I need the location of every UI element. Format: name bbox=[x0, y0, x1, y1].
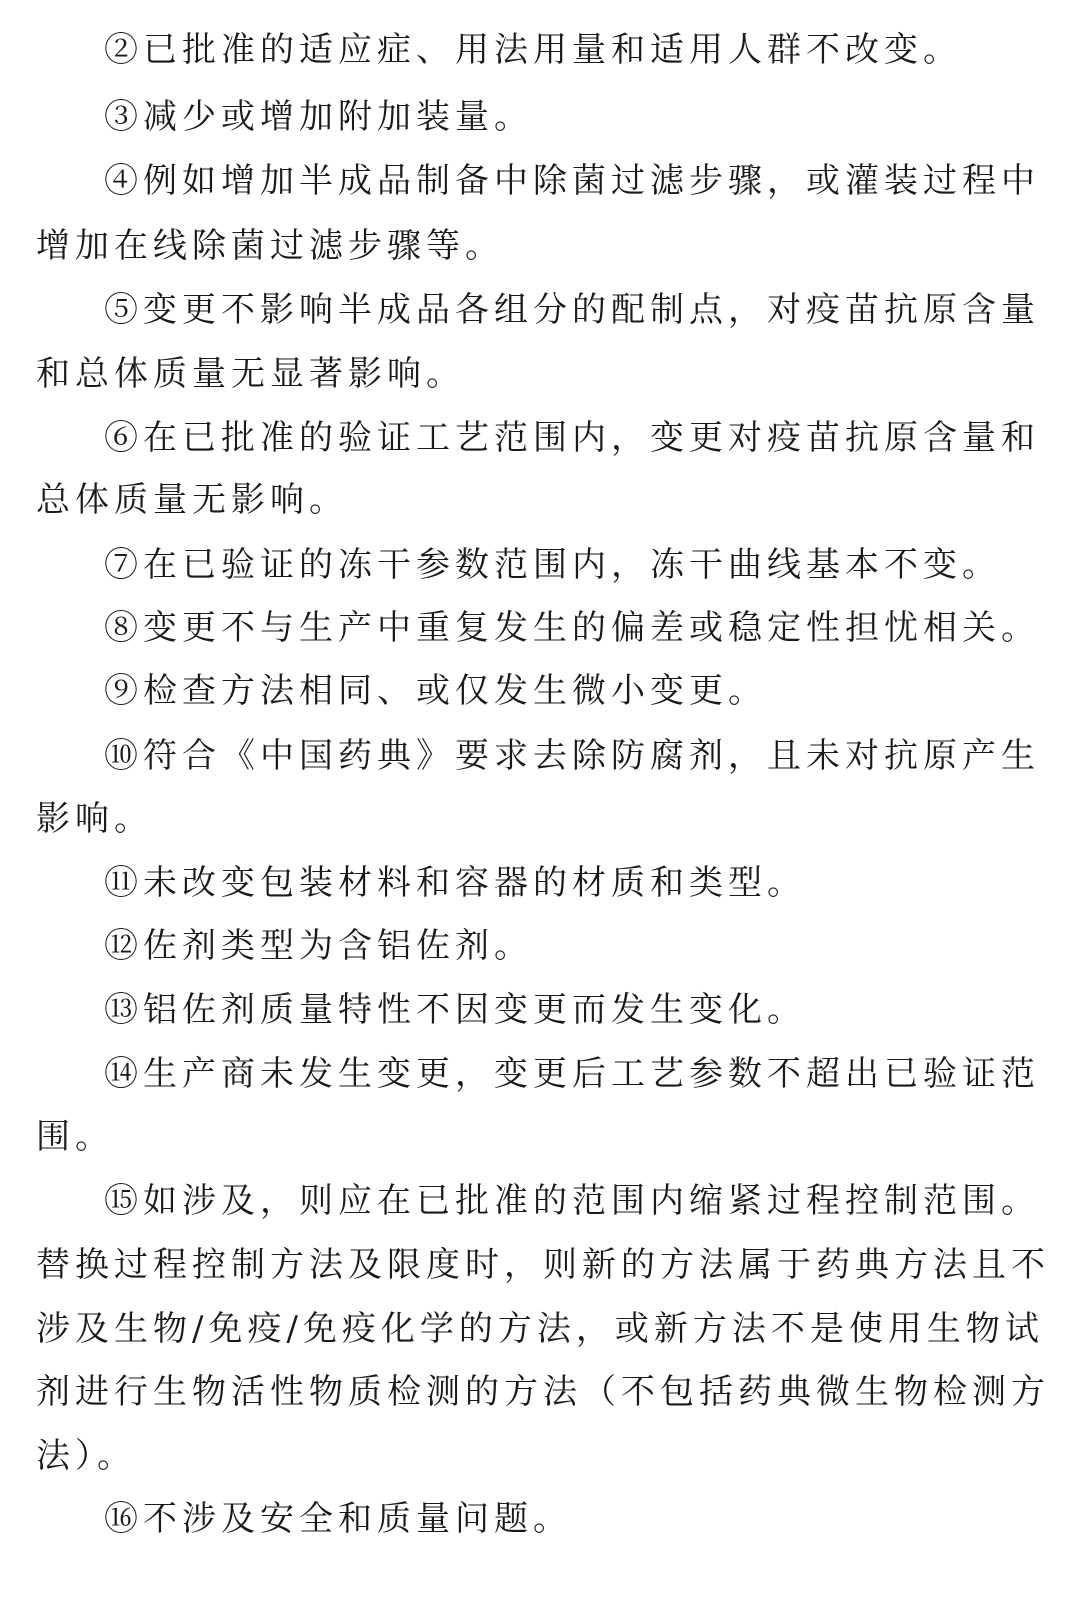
item-14-line-2: 围。 bbox=[36, 1117, 114, 1157]
item-2-line: ②已批准的适应症、用法用量和适用人群不改变。 bbox=[104, 30, 962, 70]
item-10-line-1: ⑩符合《中国药典》要求去除防腐剂，且未对抗原产生 bbox=[104, 736, 1040, 776]
item-15-line-3: 涉及生物/免疫/免疫化学的方法，或新方法不是使用生物试 bbox=[36, 1309, 1044, 1349]
item-16-line: ⑯不涉及安全和质量问题。 bbox=[104, 1499, 572, 1539]
item-5-line-1: ⑤变更不影响半成品各组分的配制点，对疫苗抗原含量 bbox=[104, 290, 1040, 330]
item-14-line-1: ⑭生产商未发生变更，变更后工艺参数不超出已验证范 bbox=[104, 1054, 1040, 1094]
item-12-line: ⑫佐剂类型为含铝佐剂。 bbox=[104, 926, 533, 966]
item-15-line-5: 法）。 bbox=[36, 1436, 136, 1476]
item-13-line: ⑬铝佐剂质量特性不因变更而发生变化。 bbox=[104, 990, 806, 1030]
item-10-line-2: 影响。 bbox=[36, 799, 153, 839]
item-9-line: ⑨检查方法相同、或仅发生微小变更。 bbox=[104, 671, 767, 711]
item-3-line: ③减少或增加附加装量。 bbox=[104, 97, 533, 137]
item-15-line-4: 剂进行生物活性物质检测的方法（不包括药典微生物检测方 bbox=[36, 1372, 1050, 1412]
item-15-line-1: ⑮如涉及，则应在已批准的范围内缩紧过程控制范围。 bbox=[104, 1181, 1040, 1221]
item-4-line-2: 增加在线除菌过滤步骤等。 bbox=[36, 226, 504, 266]
item-5-line-2: 和总体质量无显著影响。 bbox=[36, 354, 465, 394]
item-11-line: ⑪未改变包装材料和容器的材质和类型。 bbox=[104, 863, 806, 903]
item-8-line: ⑧变更不与生产中重复发生的偏差或稳定性担忧相关。 bbox=[104, 608, 1040, 648]
item-15-line-2: 替换过程控制方法及限度时，则新的方法属于药典方法且不 bbox=[36, 1245, 1050, 1285]
item-6-line-2: 总体质量无影响。 bbox=[36, 480, 348, 520]
item-7-line: ⑦在已验证的冻干参数范围内，冻干曲线基本不变。 bbox=[104, 545, 1001, 585]
item-4-line-1: ④例如增加半成品制备中除菌过滤步骤，或灌装过程中 bbox=[104, 161, 1040, 201]
item-6-line-1: ⑥在已批准的验证工艺范围内，变更对疫苗抗原含量和 bbox=[104, 418, 1040, 458]
